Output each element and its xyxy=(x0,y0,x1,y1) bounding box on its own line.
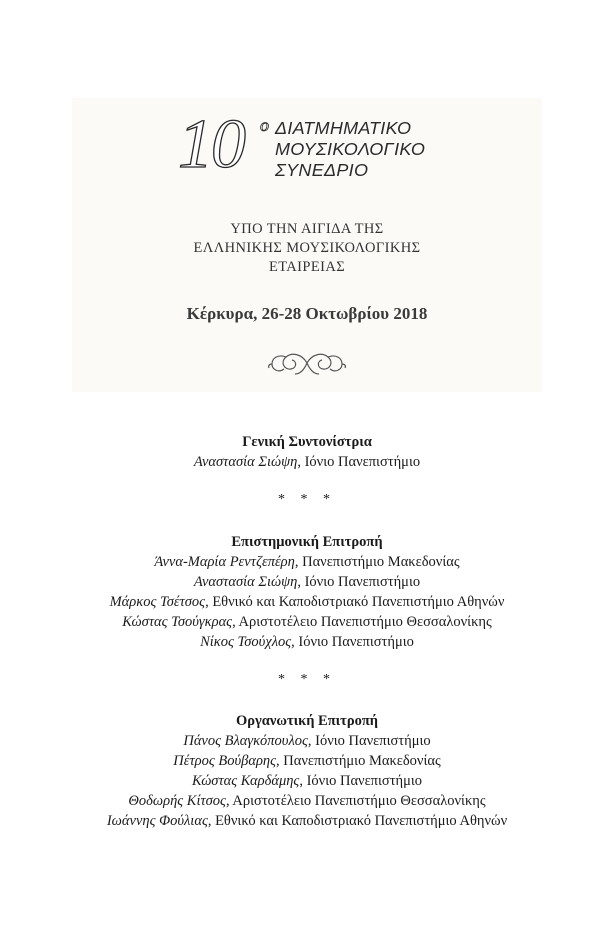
member-name: Νίκος Τσούχλος xyxy=(200,634,292,650)
logo-number: 10 xyxy=(178,106,244,183)
aegis-line: ΕΛΛΗΝΙΚΗΣ ΜΟΥΣΙΚΟΛΟΓΙΚΗΣ xyxy=(193,240,421,256)
section-scientific-committee xyxy=(0,532,614,652)
section-heading: Οργανωτική Επιτροπή xyxy=(235,713,379,729)
logo-title xyxy=(275,118,425,181)
member-line xyxy=(0,751,614,771)
member-affiliation: , Ιόνιο Πανεπιστήμιο xyxy=(291,634,414,650)
member-name: Πάνος Βλαγκόπουλος xyxy=(183,733,308,749)
logo-line: ΔΙΑΤΜΗΜΑΤΙΚΟ xyxy=(275,118,412,138)
member-affiliation: , Ιόνιο Πανεπιστήμιο xyxy=(307,733,431,749)
member-affiliation: , Πανεπιστήμιο Μακεδονίας xyxy=(294,554,460,570)
separator-stars: * * * xyxy=(278,492,336,507)
member-line xyxy=(0,612,614,632)
member-line xyxy=(0,552,614,572)
member-line xyxy=(0,731,614,751)
member-affiliation: , Αριστοτέλειο Πανεπιστήμιο Θεσσαλονίκης xyxy=(225,793,486,809)
member-affiliation: , Ιόνιο Πανεπιστήμιο xyxy=(299,773,423,789)
conference-logo xyxy=(178,106,438,188)
place-date: Κέρκυρα, 26-28 Οκτωβρίου 2018 xyxy=(186,304,428,323)
aegis-text xyxy=(72,220,542,277)
member-affiliation: , Εθνικό και Καποδιστριακό Πανεπιστήμιο Αθηνών xyxy=(207,813,508,829)
member-affiliation: , Εθνικό και Καποδιστριακό Πανεπιστήμιο Αθηνών xyxy=(205,594,505,610)
section-heading: Επιστημονική Επιτροπή xyxy=(231,534,383,550)
member-name: Αναστασία Σιώψη xyxy=(193,574,298,590)
member-line xyxy=(0,452,614,472)
ornament-icon xyxy=(266,348,348,378)
member-name: Αναστασία Σιώψη xyxy=(193,454,298,470)
member-affiliation: , Ιόνιο Πανεπιστήμιο xyxy=(297,574,421,590)
logo-line: ΜΟΥΣΙΚΟΛΟΓΙΚΟ xyxy=(275,139,426,159)
member-affiliation: , Αριστοτέλειο Πανεπιστήμιο Θεσσαλονίκης xyxy=(232,614,492,630)
logo-line: ΣΥΝΕΔΡΙΟ xyxy=(275,160,369,180)
aegis-line: ΥΠΟ ΤΗΝ ΑΙΓΙΔΑ ΤΗΣ xyxy=(230,221,384,237)
section-general-coordinator xyxy=(0,432,614,472)
member-name: Κώστας Τσούγκρας xyxy=(122,614,233,630)
member-name: Κώστας Καρδάμης xyxy=(191,773,300,789)
member-affiliation: , Πανεπιστήμιο Μακεδονίας xyxy=(276,753,441,769)
member-line xyxy=(0,592,614,612)
member-line xyxy=(0,771,614,791)
member-name: Πέτρος Βούβαρης xyxy=(173,753,276,769)
member-affiliation: , Ιόνιο Πανεπιστήμιο xyxy=(297,454,421,470)
member-name: Άννα-Μαρία Ρεντζεπέρη xyxy=(154,554,295,570)
section-organizing-committee xyxy=(0,711,614,831)
member-name: Μάρκος Τσέτσος xyxy=(109,594,206,610)
section-heading: Γενική Συντονίστρια xyxy=(242,434,372,450)
member-line xyxy=(0,632,614,652)
separator-stars: * * * xyxy=(278,672,336,687)
aegis-line: ΕΤΑΙΡΕΙΑΣ xyxy=(268,259,346,275)
member-line xyxy=(0,811,614,831)
member-name: Ιωάννης Φούλιας xyxy=(106,813,208,829)
member-line xyxy=(0,791,614,811)
logo-superscript: ο xyxy=(260,115,269,135)
member-name: Θοδωρής Κίτσος xyxy=(128,793,226,809)
member-line xyxy=(0,572,614,592)
